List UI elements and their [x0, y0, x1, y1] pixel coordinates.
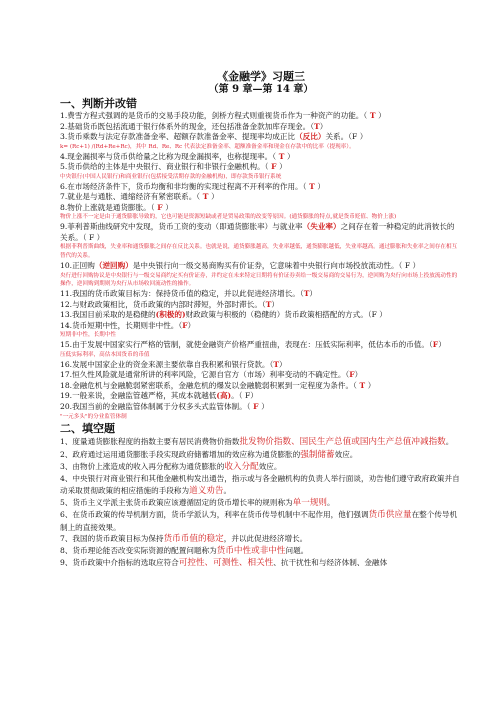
judge-item [60, 340, 462, 351]
judge-text: 4.现金漏损率与货币供给量之比称为现金漏损率，也称提现率。（ [60, 151, 277, 161]
fill-item [60, 436, 462, 448]
answer-note: 中央银行(中国人民银行)和商业银行(包括接受活期存款的金融机构)，即存款货币银行系统 [60, 173, 282, 180]
judge-text: 10.正回购 [60, 260, 95, 270]
fill-answer: 货币供应量 [368, 510, 412, 521]
judge-text: 财政政策与积极的（稳健的）货币政策相搭配的方式。（F ） [185, 310, 387, 320]
judge-item [60, 132, 462, 143]
judge-item [60, 391, 462, 402]
answer-note: 物价上涨不一定是由于通货膨胀导致的，它也可能是资源短缺或者是贸易政策的改变等原因。(通货膨胀的特点,就是货币贬值、物价上涨) [60, 214, 397, 221]
judge-answer: F [250, 402, 262, 412]
doc-title: 《金融学》习题三 [217, 70, 305, 83]
answer-note: k= (Rc+1) /(Rd+Re+Rc)，其中 Rd、Re、Rc 代表法定准备金率、超额准备金率和现金在存款中的比率（提现率）。 [60, 143, 355, 150]
judge-text: ） [278, 359, 287, 369]
judge-text: 3.货币乘数与法定存款准备金率、超额存款准备金率、提现率均成正比 [60, 132, 296, 142]
fill-text: 效应。 [258, 462, 282, 472]
answer-note: 压低实际利率，高估本国货币的币值 [60, 351, 150, 358]
fill-item [60, 473, 462, 497]
fill-text: 、抗干扰性和与经济体制、金融体 [273, 558, 388, 568]
judge-answer: F [349, 370, 355, 380]
fill-text: 6、在货币政策的传导机制方面，货币学派认为，利率在货币传导机制中不起作用，他们强调 [60, 510, 369, 520]
fill-text: 在整个传导机制上的直接效果。 [60, 510, 458, 532]
judge-text: ） [211, 192, 219, 202]
judge-item [60, 152, 462, 163]
judge-text: ） [271, 299, 279, 309]
fill-item [60, 497, 462, 509]
fill-answer: 强制储蓄 [300, 449, 335, 460]
answer-note: 央行进行回购协议是中央银行与一级交易商约定买有价证券，并约定在未来特定日期将有价证券卖给一级交易商的交易行为，逆回购为央行向市场上投放流动性的操作，逆回购到期则为央行从市场收回流动性的操作。 [60, 272, 458, 288]
judge-text: 1.费雪方程式强调的是货币的交易手段功能，剑桥方程式则重视货币作为一种资产的功能。（ [60, 111, 368, 120]
judge-item [60, 300, 462, 311]
judge-answer: T [306, 181, 318, 191]
fill-text: 问题。 [285, 546, 309, 556]
fill-text: 。 [445, 437, 454, 447]
judge-text: 16.发展中国家企业的资金来源主要依靠自我积累和银行贷款。（ [60, 359, 274, 369]
judge-text: 2.基础货币既包括流通于银行体系外的现金，还包括准备金款加库存现金。（ [60, 121, 315, 131]
fill-item [60, 533, 462, 545]
judge-answer: F [268, 162, 280, 172]
judge-answer: T [314, 121, 320, 131]
judge-text: ） [367, 380, 376, 390]
judge-answer: (积极的) [155, 310, 186, 320]
fill-item [60, 449, 462, 461]
fill-text: 9、货币政策中介指标的选取应符合 [60, 558, 179, 568]
judge-item [60, 261, 462, 272]
judge-item [60, 203, 462, 214]
judge-text: ） [378, 111, 386, 120]
judge-item [60, 360, 462, 371]
judge-item [60, 370, 462, 381]
fill-answer: 货币币值的稳定 [163, 533, 224, 544]
judge-text: 5.货币供给的主体是中央银行、商业银行和非银行金融机构。（ [60, 162, 269, 172]
judge-text: 8.物价上涨就是通货膨胀。（ [60, 202, 155, 212]
judge-text: ） [287, 151, 295, 161]
fill-text: 8、货币理论能否改变实际资源的配置问题称为 [60, 546, 217, 556]
judge-item [60, 182, 462, 193]
judge-answer: T [303, 289, 310, 299]
judge-answer: F [432, 340, 439, 350]
judge-answer: T [273, 359, 279, 369]
fill-answer: 收入分配 [224, 462, 259, 473]
judge-text: ） [309, 289, 317, 299]
judge-text: 6.在市场经济条件下，货币均衡和非均衡的实现过程离不开利率的作用。（ [60, 181, 307, 191]
fill-text: 4、中央银行对商业银行和其他金融机构发出通告，指示或与各金融机构的负责人举行面谈，劝告他们遵守政府政策并自动采取贯彻政策的相应措施的手段称为 [60, 474, 460, 495]
answer-note: 短期非中性，长期中性 [60, 332, 116, 339]
fill-text: ，并以此促进经济增长。 [223, 533, 308, 543]
judge-text: 是中央银行向一级交易商购买有价证券，它意味着中央银行向市场投放流动性。（ F ） [132, 260, 421, 270]
judge-text: 。（ F） [231, 391, 258, 401]
judge-item [60, 192, 462, 203]
fill-text: 7、我国的货币政策目标为保持 [60, 533, 164, 543]
judge-item [60, 122, 462, 133]
fill-item [60, 557, 462, 569]
judge-answer: T [276, 151, 288, 161]
judge-text: 14.货币短期中性，长期则非中性。（ [60, 320, 183, 330]
judge-text: 17.恒久性风险就是通常所讲的利率风险，它源自官方（市场）利率变动的不确定性。（ [60, 370, 350, 380]
judge-item [60, 321, 462, 332]
judge-text: 11.我国的货币政策目标为：保持货币值的稳定，并以此促进经济增长。（ [60, 289, 304, 299]
fill-item [60, 461, 462, 473]
judge-text: 7.就业是与通胀、通缩经济有紧密联系。（ [60, 192, 201, 202]
fill-list [60, 436, 462, 569]
fill-answer: 批发物价指数、国民生产总值或国内生产总值冲减指数 [239, 437, 446, 448]
judge-answer: F [154, 202, 166, 212]
fill-answer: 货币中性或非中性 [216, 546, 286, 557]
judge-item [60, 402, 462, 413]
answer-note: 根据菲利普斯曲线，失业率和通货膨胀之间存在反比关系。也就是说，通货膨胀越高，失业率越低，通货膨胀越低，失业率越高。通过膨胀和失业率之间存在相互替代的关系。 [60, 244, 458, 260]
section-fill-heading: 二、填空题 [60, 422, 115, 436]
fill-text: 效应。 [334, 449, 358, 459]
section-judge-heading: 一、判断并改错 [60, 97, 137, 110]
judge-item [60, 381, 462, 392]
judge-text: ） [279, 162, 287, 172]
judge-text: ） [354, 370, 363, 380]
judge-text: 19.一般来说，金融监管越严格，其成本就越低 [60, 391, 217, 401]
judge-text: ） [187, 320, 196, 330]
judge-item [60, 222, 462, 243]
judge-text: 之间存在着一种稳定的此消彼长的关系。（ F ） [60, 222, 455, 242]
judge-answer: T [367, 111, 379, 120]
judge-item [60, 111, 462, 122]
judge-item [60, 289, 462, 300]
fill-answer: 单一规则 [292, 497, 328, 508]
judge-answer: T [356, 380, 368, 390]
judge-text: 9.菲利普斯曲线研究中发现，货币工资的变动（即通货膨胀率）与就业率 [60, 222, 303, 232]
fill-answer: 可控性、可测性、相关性 [178, 558, 274, 569]
judge-text: ） [261, 402, 269, 412]
judge-item [60, 310, 462, 321]
judge-answer: （反比） [295, 132, 326, 142]
judge-text: 12.与财政政策相比，货币政策的内部时滞短，外部时滞长。（ [60, 299, 266, 309]
judge-text: 15.由于发展中国家实行严格的管制，就使金融资产价格严重扭曲，表现在：压低实际利率，低估本币的币值。（ [60, 340, 433, 350]
fill-text: 5、货币主义学派主张货币政策应该遵循固定的货币增长率的规则称为 [60, 497, 293, 507]
fill-answer: 道义劝告 [189, 485, 224, 496]
judge-text: 20.我国当前的金融监管体制属于分权多头式监管体制。（ [60, 402, 251, 412]
judge-answer: F [182, 320, 188, 330]
judge-text: 18.金融危机与金融脆弱紧密联系，金融危机的爆发以金融脆弱积累到一定程度为条件。（ [60, 380, 357, 390]
judge-text: ） [317, 181, 325, 191]
answer-note: "一元多头"的分业监管体制 [60, 413, 127, 420]
judge-answer: （逆回购） [94, 260, 133, 270]
fill-text: 。 [223, 485, 232, 495]
judge-answer: T [200, 192, 212, 202]
judge-list [60, 111, 462, 421]
judge-answer: (高) [216, 391, 232, 401]
judge-text: 关系。（F ） [325, 132, 368, 142]
judge-text: ） [438, 340, 446, 350]
judge-item [60, 162, 462, 173]
fill-text: 。 [327, 497, 335, 507]
fill-text: 1、度量通货膨胀程度的指数主要有居民消费物价指数 [60, 437, 240, 447]
doc-subtitle: （第 9 章—第 14 章） [208, 84, 314, 95]
judge-text: ） [165, 202, 173, 212]
judge-answer: （失业率） [302, 222, 341, 232]
fill-text: 2、政府通过运用通货膨胀手段实现政府储蓄增加的效应称为通货膨胀的 [60, 449, 301, 459]
judge-answer: T [265, 299, 272, 309]
fill-item [60, 509, 462, 533]
fill-item [60, 545, 462, 557]
judge-text: ） [319, 121, 328, 131]
judge-text: 13.我国目前采取的是稳健的 [60, 310, 156, 320]
fill-text: 3、由物价上涨造成的收入再分配称为通货膨胀的 [60, 462, 225, 472]
